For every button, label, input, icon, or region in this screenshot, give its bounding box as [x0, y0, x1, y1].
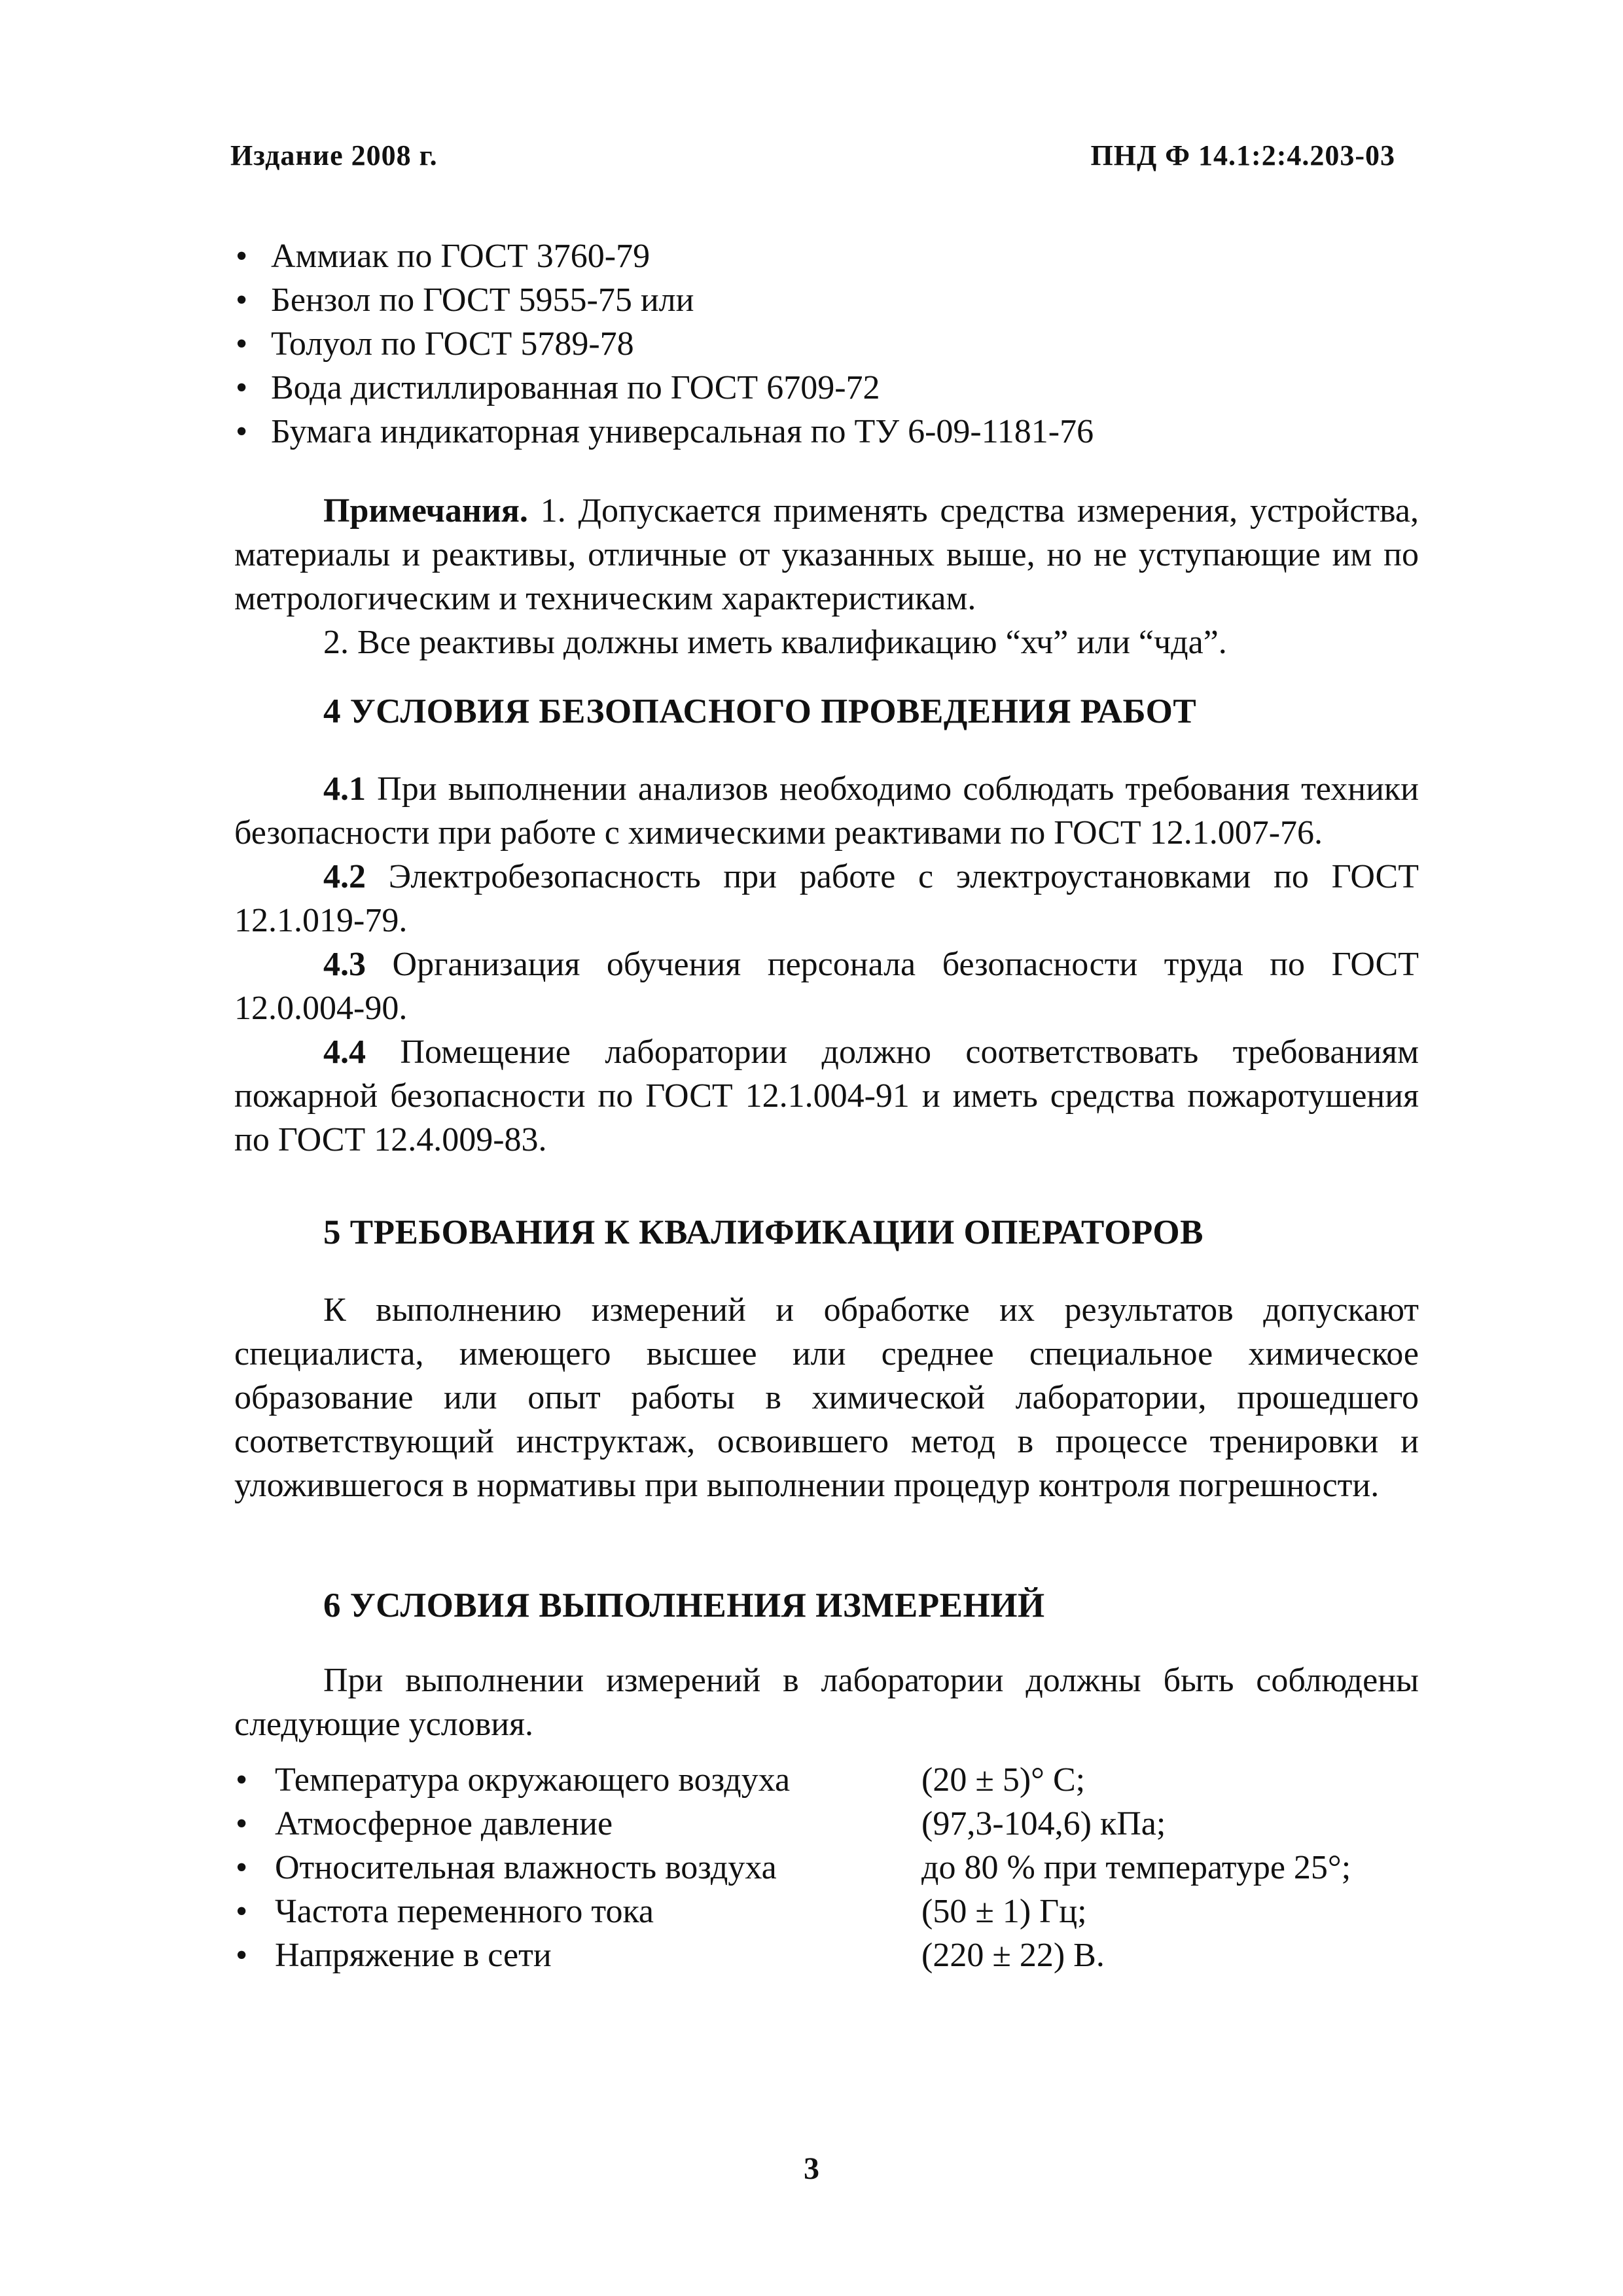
- paragraph-4-4: [234, 1030, 1419, 1162]
- paragraph-4-1: [234, 767, 1419, 855]
- paragraph-4-3: [234, 942, 1419, 1030]
- list-item: • Аммиак по ГОСТ 3760-79: [234, 234, 1419, 278]
- note-1: [234, 489, 1419, 620]
- condition-value: до 80 % при температуре 25°;: [921, 1849, 1351, 1886]
- section-5-title-block: [234, 1211, 1419, 1255]
- section-4-body: [234, 767, 1419, 1162]
- clause-number: 4.4: [323, 1033, 366, 1071]
- clause-text: Организация обучения персонала безопасности труда по ГОСТ 12.0.004-90.: [234, 946, 1419, 1027]
- condition-value: (20 ± 5)° С;: [921, 1761, 1086, 1799]
- section-4-title: 4 УСЛОВИЯ БЕЗОПАСНОГО ПРОВЕДЕНИЯ РАБОТ: [323, 692, 1197, 730]
- clause-number: 4.2: [323, 858, 366, 895]
- list-item: • Толуол по ГОСТ 5789-78: [234, 322, 1419, 366]
- list-item: • Бумага индикаторная универсальная по ТУ 6-09-1181-76: [234, 410, 1419, 454]
- condition-label: Температура окружающего воздуха: [275, 1761, 791, 1799]
- conditions-list: [234, 1758, 1419, 1977]
- page-number: 3: [804, 2151, 819, 2186]
- condition-value: (50 ± 1) Гц;: [921, 1893, 1087, 1930]
- bullet-icon: •: [236, 1937, 248, 1974]
- bullet-icon: •: [236, 1761, 248, 1799]
- condition-value: (220 ± 22) В.: [921, 1937, 1105, 1974]
- clause-text: При выполнении анализов необходимо соблюдать требования техники безопасности при работе с химическими реактивами по ГОСТ 12.1.007-76.: [234, 770, 1419, 852]
- condition-label: Относительная влажность воздуха: [275, 1849, 777, 1886]
- condition-label: Частота переменного тока: [275, 1893, 654, 1930]
- reagents-list: [234, 234, 1419, 454]
- clause-text: Электробезопасность при работе с электроустановками по ГОСТ 12.1.019-79.: [234, 858, 1419, 939]
- bullet-icon: •: [236, 1849, 248, 1886]
- note-1-text: 1. Допускается применять средства измерения, устройства, материалы и реактивы, отличные от указанных выше, но не уступающие им по метрологическим и техническим характеристикам.: [234, 492, 1419, 617]
- condition-row: [234, 1846, 1419, 1890]
- note-2: 2. Все реактивы должны иметь квалификацию “хч” или “чда”.: [323, 624, 1227, 661]
- condition-value: (97,3-104,6) кПа;: [921, 1805, 1166, 1842]
- paragraph-5: К выполнению измерений и обработке их результатов допускают специалиста, имеющего высшее или среднее специальное химическое образование или опыт работы в химической лаборатории, прошедшего соответствующий инструктаж, освоившего метод в процессе тренировки и уложившегося в нормативы при выполнении процедур контроля погрешности.: [234, 1291, 1419, 1504]
- clause-number: 4.1: [323, 770, 366, 808]
- list-item: • Вода дистиллированная по ГОСТ 6709-72: [234, 366, 1419, 410]
- section-4-title-block: [234, 690, 1419, 734]
- condition-row: [234, 1933, 1419, 1977]
- bullet-icon: •: [236, 1805, 248, 1842]
- paragraph-6-intro: При выполнении измерений в лаборатории должны быть соблюдены следующие условия.: [234, 1662, 1419, 1743]
- list-item: • Бензол по ГОСТ 5955-75 или: [234, 278, 1419, 322]
- paragraph-4-2: [234, 855, 1419, 942]
- condition-row: [234, 1890, 1419, 1933]
- notes-label: Примечания.: [323, 492, 528, 529]
- condition-row: [234, 1758, 1419, 1802]
- condition-row: [234, 1802, 1419, 1846]
- condition-label: Атмосферное давление: [275, 1805, 613, 1842]
- clause-number: 4.3: [323, 946, 366, 983]
- section-5-title: 5 ТРЕБОВАНИЯ К КВАЛИФИКАЦИИ ОПЕРАТОРОВ: [323, 1213, 1204, 1251]
- section-6-title: 6 УСЛОВИЯ ВЫПОЛНЕНИЯ ИЗМЕРЕНИЙ: [323, 1587, 1045, 1624]
- section-6-body: [234, 1659, 1419, 1746]
- section-5-body: [234, 1288, 1419, 1507]
- reagents-list-block: [234, 234, 1419, 454]
- condition-label: Напряжение в сети: [275, 1937, 552, 1974]
- clause-text: Помещение лаборатории должно соответствовать требованиям пожарной безопасности по ГОСТ 12.1.004-91 и иметь средства пожаротушения по ГОСТ 12.4.009-83.: [234, 1033, 1419, 1158]
- bullet-icon: •: [236, 1893, 248, 1930]
- notes-block: [234, 489, 1419, 664]
- section-6-title-block: [234, 1584, 1419, 1628]
- document-code-header: ПНД Ф 14.1:2:4.203-03: [1090, 139, 1395, 171]
- edition-header: Издание 2008 г.: [230, 139, 438, 171]
